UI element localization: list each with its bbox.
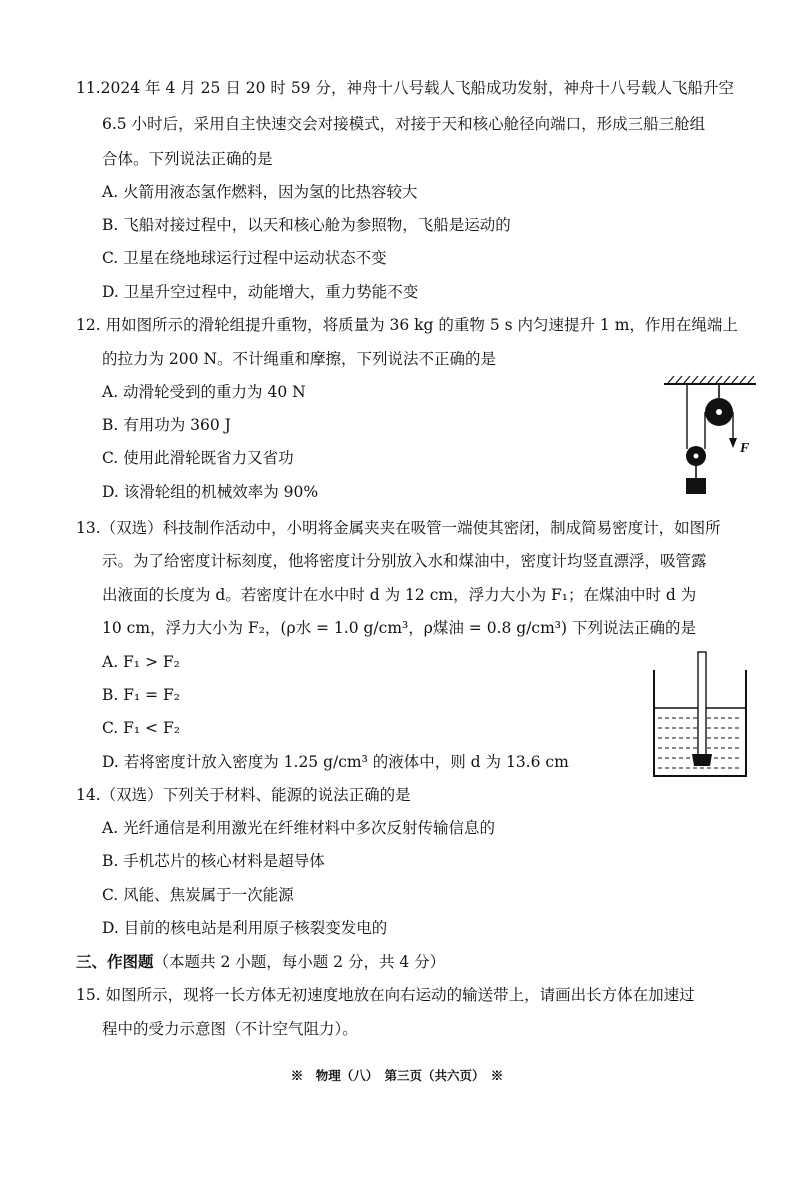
- section-note: （本题共 2 小题，每小题 2 分，共 4 分）: [153, 953, 446, 971]
- q13-stem-line-1: 13.（双选）科技制作活动中，小明将金属夹夹在吸管一端使其密闭，制成简易密度计，如图所: [76, 519, 721, 537]
- q13-option-b: B. F₁ = F₂: [102, 686, 181, 704]
- q11-option-c: C. 卫星在绕地球运行过程中运动状态不变: [102, 249, 387, 267]
- q11-stem-line-3: 合体。下列说法正确的是: [102, 150, 273, 168]
- page-footer: ※ 物理（八） 第三页（共六页） ※: [290, 1068, 504, 1083]
- q12-stem-line-1: 12. 用如图所示的滑轮组提升重物，将质量为 36 kg 的重物 5 s 内匀速提升 1 m，作用在绳端上: [76, 316, 738, 334]
- q13-option-a: A. F₁ > F₂: [102, 653, 180, 671]
- q14-option-d: D. 目前的核电站是利用原子核裂变发电的: [102, 919, 388, 937]
- q13-stem-line-3: 出液面的长度为 d。若密度计在水中时 d 为 12 cm，浮力大小为 F₁；在煤油中时 d 为: [102, 586, 697, 604]
- section-heading: [76, 952, 445, 972]
- q15-stem-line-1: 15. 如图所示，现将一长方体无初速度地放在向右运动的输送带上，请画出长方体在加速过: [76, 986, 695, 1004]
- q14-stem-line-1: 14.（双选）下列关于材料、能源的说法正确的是: [76, 786, 411, 804]
- q11-stem-line-1: 11.2024 年 4 月 25 日 20 时 59 分，神舟十八号载人飞船成功发射，神舟十八号载人飞船升空: [76, 79, 734, 97]
- q14-option-b: B. 手机芯片的核心材料是超导体: [102, 852, 325, 870]
- q12-option-c: C. 使用此滑轮既省力又省功: [102, 449, 294, 467]
- densimeter-figure: [648, 650, 752, 780]
- pulley-system-figure: [662, 374, 758, 500]
- q15-stem-line-2: 程中的受力示意图（不计空气阻力）。: [102, 1020, 358, 1038]
- q13-stem-line-2: 示。为了给密度计标刻度，他将密度计分别放入水和煤油中，密度计均竖直漂浮，吸管露: [102, 552, 707, 570]
- weight-block: [686, 478, 706, 494]
- q12-option-a: A. 动滑轮受到的重力为 40 N: [102, 383, 306, 401]
- q14-option-c: C. 风能、焦炭属于一次能源: [102, 886, 294, 904]
- q11-option-b: B. 飞船对接过程中，以天和核心舱为参照物，飞船是运动的: [102, 216, 511, 234]
- section-title: 三、作图题: [76, 952, 154, 971]
- ceiling-hatch: [668, 376, 754, 383]
- q12-stem-line-2: 的拉力为 200 N。不计绳重和摩擦，下列说法不正确的是: [102, 350, 497, 368]
- q11-stem-line-2: 6.5 小时后，采用自主快速交会对接模式，对接于天和核心舱径向端口，形成三船三舱组: [102, 115, 706, 133]
- q12-option-b: B. 有用功为 360 J: [102, 416, 231, 434]
- q11-option-d: D. 卫星升空过程中，动能增大，重力势能不变: [102, 283, 419, 301]
- q13-option-c: C. F₁ < F₂: [102, 719, 180, 737]
- q13-option-d: D. 若将密度计放入密度为 1.25 g/cm³ 的液体中，则 d 为 13.6 cm: [102, 753, 569, 771]
- metal-clip: [692, 754, 712, 766]
- q12-option-d: D. 该滑轮组的机械效率为 90%: [102, 483, 319, 501]
- q13-stem-line-4: 10 cm，浮力大小为 F₂，(ρ水 = 1.0 g/cm³，ρ煤油 = 0.8 g/cm³) 下列说法正确的是: [102, 619, 696, 637]
- force-label: F: [740, 441, 750, 456]
- straw: [698, 652, 706, 756]
- q14-option-a: A. 光纤通信是利用激光在纤维材料中多次反射传输信息的: [102, 819, 496, 837]
- q11-option-a: A. 火箭用液态氢作燃料，因为氢的比热容较大: [102, 183, 418, 201]
- force-arrow: [729, 438, 737, 448]
